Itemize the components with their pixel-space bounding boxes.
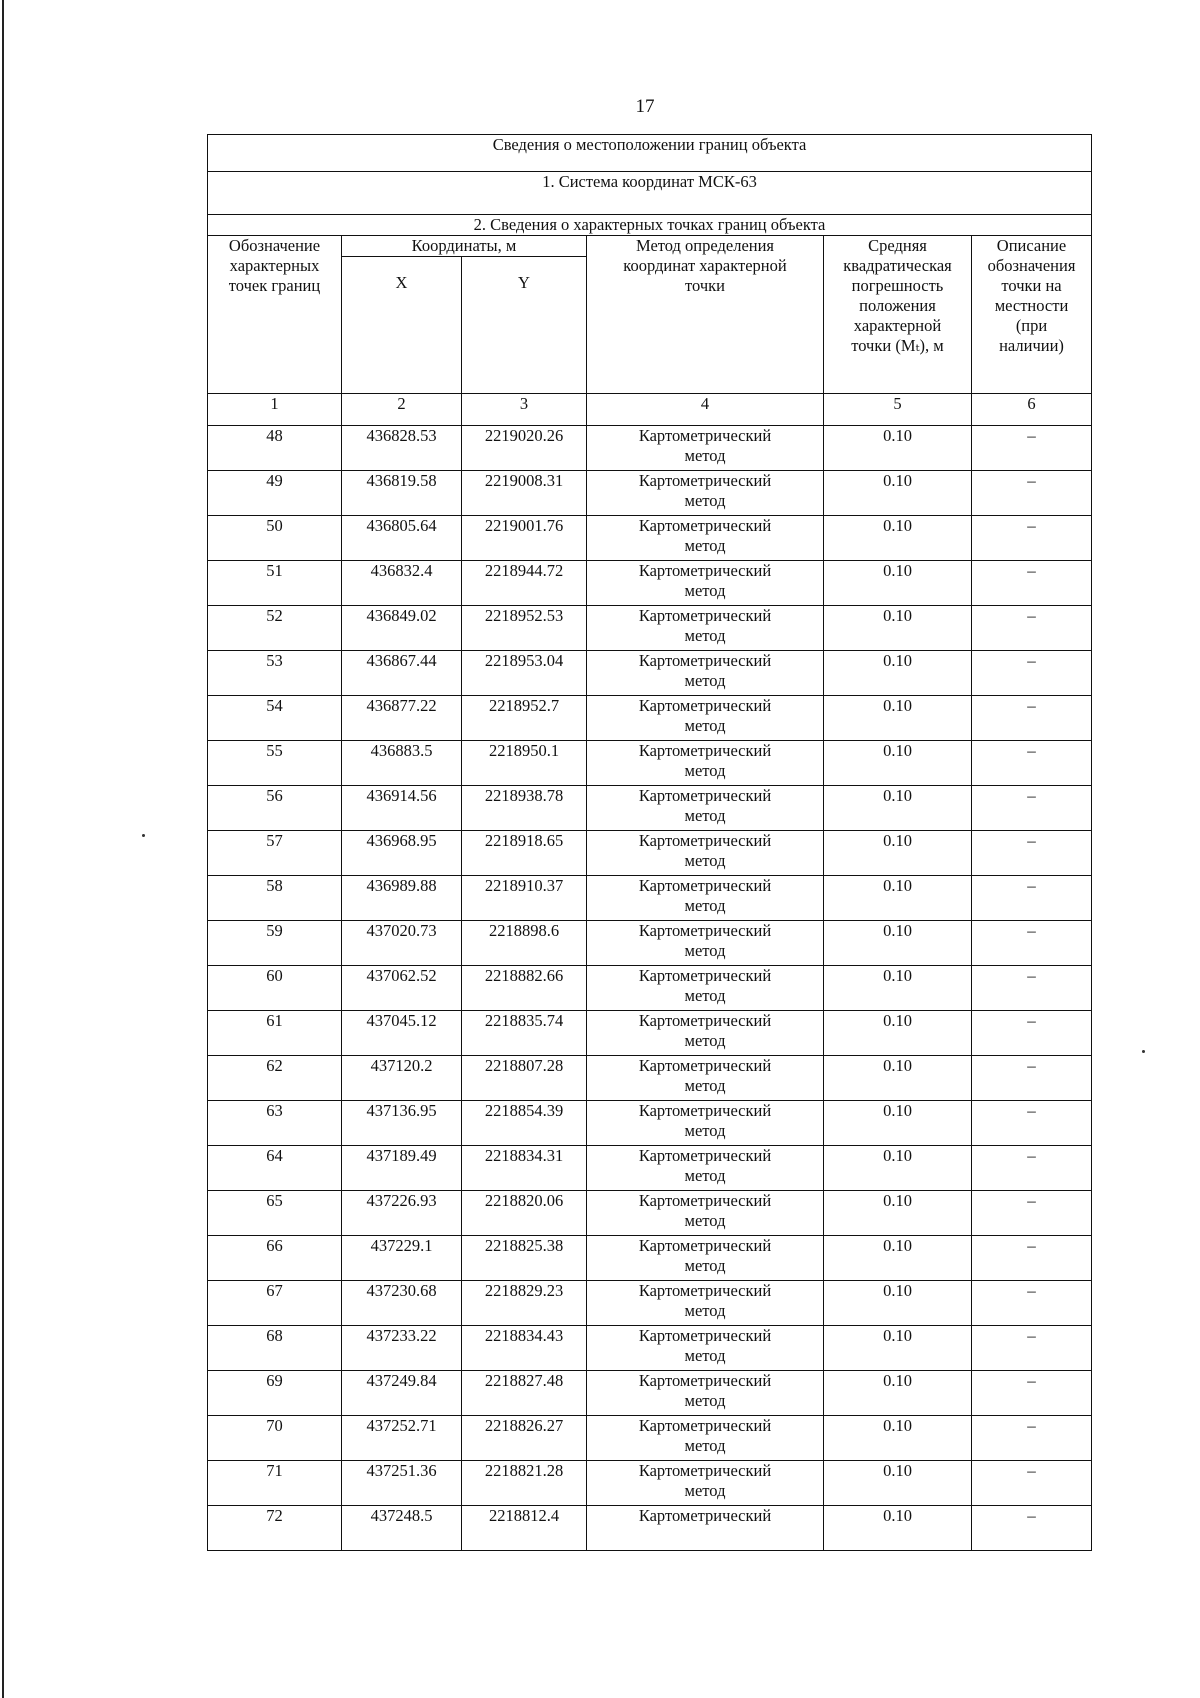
- description: –: [972, 786, 1092, 831]
- table-row: [208, 1146, 1092, 1191]
- point-id: 68: [208, 1326, 342, 1371]
- point-id: 71: [208, 1461, 342, 1506]
- point-id: 60: [208, 966, 342, 1011]
- method-cell: [587, 1416, 824, 1461]
- description: –: [972, 831, 1092, 876]
- method-cell: [587, 561, 824, 606]
- description: –: [972, 1416, 1092, 1461]
- coord-y: 2218938.78: [462, 786, 587, 831]
- point-id: 48: [208, 426, 342, 471]
- coord-y: 2218882.66: [462, 966, 587, 1011]
- coord-x: 437230.68: [342, 1281, 462, 1326]
- header-x: X: [342, 257, 462, 394]
- method-line: метод: [684, 941, 726, 960]
- method-cell: [587, 741, 824, 786]
- table-row: [208, 1011, 1092, 1056]
- description: –: [972, 1236, 1092, 1281]
- mean-square-error: 0.10: [824, 651, 972, 696]
- point-id: 72: [208, 1506, 342, 1551]
- coord-y: 2218829.23: [462, 1281, 587, 1326]
- coord-y: 2218807.28: [462, 1056, 587, 1101]
- method-line: Картометрический: [638, 1056, 772, 1075]
- method-line: Картометрический: [638, 831, 772, 850]
- mean-square-error: 0.10: [824, 1461, 972, 1506]
- description: –: [972, 1506, 1092, 1551]
- method-line: метод: [684, 1391, 726, 1410]
- table-row: [208, 1506, 1092, 1551]
- description: –: [972, 516, 1092, 561]
- method-cell: [587, 876, 824, 921]
- mean-square-error: 0.10: [824, 516, 972, 561]
- page-number: 17: [635, 96, 655, 117]
- header-y: Y: [462, 257, 587, 394]
- method-line: Картометрический: [638, 516, 772, 535]
- description: –: [972, 1191, 1092, 1236]
- column-number: 4: [587, 394, 824, 426]
- method-cell: [587, 696, 824, 741]
- point-id: 69: [208, 1371, 342, 1416]
- description: –: [972, 606, 1092, 651]
- method-cell: [587, 966, 824, 1011]
- table-row: [208, 651, 1092, 696]
- coord-y: 2218952.53: [462, 606, 587, 651]
- point-id: 59: [208, 921, 342, 966]
- coord-x: 436828.53: [342, 426, 462, 471]
- description: –: [972, 1326, 1092, 1371]
- table-row: [208, 696, 1092, 741]
- table-row: [208, 1236, 1092, 1281]
- coord-y: 2218835.74: [462, 1011, 587, 1056]
- coord-x: 437189.49: [342, 1146, 462, 1191]
- point-id: 58: [208, 876, 342, 921]
- point-id: 55: [208, 741, 342, 786]
- mean-square-error: 0.10: [824, 831, 972, 876]
- mean-square-error: 0.10: [824, 1281, 972, 1326]
- mean-square-error: 0.10: [824, 1056, 972, 1101]
- table-row: [208, 1461, 1092, 1506]
- coord-x: 437233.22: [342, 1326, 462, 1371]
- description: –: [972, 1146, 1092, 1191]
- point-id: 57: [208, 831, 342, 876]
- method-line: Картометрический: [638, 696, 772, 715]
- description: –: [972, 966, 1092, 1011]
- table-row: [208, 561, 1092, 606]
- method-line: Картометрический: [638, 1146, 772, 1165]
- method-line: метод: [684, 716, 726, 735]
- mean-square-error: 0.10: [824, 1236, 972, 1281]
- method-line: метод: [684, 1481, 726, 1500]
- point-id: 66: [208, 1236, 342, 1281]
- table-row: [208, 741, 1092, 786]
- coord-x: 437136.95: [342, 1101, 462, 1146]
- mean-square-error: 0.10: [824, 696, 972, 741]
- boundary-points-table: [207, 134, 1092, 1551]
- mean-square-error: 0.10: [824, 1011, 972, 1056]
- method-line: метод: [684, 491, 726, 510]
- point-id: 62: [208, 1056, 342, 1101]
- method-line: Картометрический: [638, 1326, 772, 1345]
- table-row: [208, 516, 1092, 561]
- method-line: метод: [684, 986, 726, 1005]
- coord-x: 436805.64: [342, 516, 462, 561]
- header-method: Метод определения координат характерной точки: [587, 236, 824, 394]
- mean-square-error: 0.10: [824, 1326, 972, 1371]
- coord-x: 436877.22: [342, 696, 462, 741]
- point-id: 67: [208, 1281, 342, 1326]
- method-line: Картометрический: [638, 921, 772, 940]
- coord-x: 437249.84: [342, 1371, 462, 1416]
- method-line: метод: [684, 536, 726, 555]
- header-coordinates: Координаты, м: [342, 236, 587, 257]
- table-row: [208, 1056, 1092, 1101]
- table-row: [208, 1416, 1092, 1461]
- coord-x: 436832.4: [342, 561, 462, 606]
- mean-square-error: 0.10: [824, 1101, 972, 1146]
- table-row: [208, 966, 1092, 1011]
- mean-square-error: 0.10: [824, 876, 972, 921]
- mean-square-error: 0.10: [824, 1371, 972, 1416]
- method-line: Картометрический: [638, 426, 772, 445]
- method-line: метод: [684, 851, 726, 870]
- method-line: метод: [684, 1121, 726, 1140]
- method-line: Картометрический: [638, 1461, 772, 1480]
- description: –: [972, 876, 1092, 921]
- point-id: 65: [208, 1191, 342, 1236]
- table-row: [208, 1371, 1092, 1416]
- table-row: [208, 1191, 1092, 1236]
- description: –: [972, 921, 1092, 966]
- method-line: Картометрический: [638, 1236, 772, 1255]
- coord-y: 2218821.28: [462, 1461, 587, 1506]
- description: –: [972, 1056, 1092, 1101]
- coord-x: 437062.52: [342, 966, 462, 1011]
- mean-square-error: 0.10: [824, 426, 972, 471]
- coord-y: 2218944.72: [462, 561, 587, 606]
- coord-y: 2219001.76: [462, 516, 587, 561]
- table-row: [208, 1101, 1092, 1146]
- method-line: метод: [684, 446, 726, 465]
- method-cell: [587, 1371, 824, 1416]
- coord-y: 2218827.48: [462, 1371, 587, 1416]
- method-line: Картометрический: [638, 1506, 772, 1525]
- method-line: метод: [684, 896, 726, 915]
- description: –: [972, 696, 1092, 741]
- mean-square-error: 0.10: [824, 1146, 972, 1191]
- header-designation: Обозначение характерных точек границ: [208, 236, 342, 394]
- point-id: 52: [208, 606, 342, 651]
- coord-x: 436867.44: [342, 651, 462, 696]
- coord-y: 2219020.26: [462, 426, 587, 471]
- description: –: [972, 426, 1092, 471]
- table-row: [208, 606, 1092, 651]
- mean-square-error: 0.10: [824, 561, 972, 606]
- method-line: Картометрический: [638, 471, 772, 490]
- coord-x: 436989.88: [342, 876, 462, 921]
- method-line: метод: [684, 1211, 726, 1230]
- point-id: 56: [208, 786, 342, 831]
- coord-x: 436849.02: [342, 606, 462, 651]
- method-line: метод: [684, 1076, 726, 1095]
- method-line: метод: [684, 1436, 726, 1455]
- table-row: [208, 786, 1092, 831]
- coord-x: 437251.36: [342, 1461, 462, 1506]
- method-line: метод: [684, 671, 726, 690]
- point-id: 50: [208, 516, 342, 561]
- coord-x: 437020.73: [342, 921, 462, 966]
- table-row: [208, 1281, 1092, 1326]
- column-number: 2: [342, 394, 462, 426]
- column-number: 3: [462, 394, 587, 426]
- method-cell: [587, 1101, 824, 1146]
- mean-square-error: 0.10: [824, 1506, 972, 1551]
- method-line: Картометрический: [638, 1101, 772, 1120]
- column-number: 5: [824, 394, 972, 426]
- point-id: 61: [208, 1011, 342, 1056]
- header-error: Средняя квадратическая погрешность положения характерной точки (Mₜ), м: [824, 236, 972, 394]
- method-line: Картометрический: [638, 1371, 772, 1390]
- coord-y: 2219008.31: [462, 471, 587, 516]
- section-line: 2. Сведения о характерных точках границ объекта: [208, 215, 1092, 236]
- coord-x: 436968.95: [342, 831, 462, 876]
- description: –: [972, 471, 1092, 516]
- coord-y: 2218898.6: [462, 921, 587, 966]
- method-line: метод: [684, 1166, 726, 1185]
- table-row: [208, 426, 1092, 471]
- method-cell: [587, 1281, 824, 1326]
- method-cell: [587, 831, 824, 876]
- mean-square-error: 0.10: [824, 1191, 972, 1236]
- coord-x: 436819.58: [342, 471, 462, 516]
- method-cell: [587, 516, 824, 561]
- coord-x: 437045.12: [342, 1011, 462, 1056]
- description: –: [972, 561, 1092, 606]
- method-line: Картометрический: [638, 561, 772, 580]
- coord-y: 2218834.43: [462, 1326, 587, 1371]
- point-id: 64: [208, 1146, 342, 1191]
- column-number: 6: [972, 394, 1092, 426]
- point-id: 49: [208, 471, 342, 516]
- method-line: метод: [684, 1301, 726, 1320]
- description: –: [972, 1281, 1092, 1326]
- header-description: Описание обозначения точки на местности (при наличии): [972, 236, 1092, 394]
- method-cell: [587, 426, 824, 471]
- scan-speck: [1142, 1050, 1145, 1053]
- scan-speck: [142, 834, 145, 837]
- method-cell: [587, 1506, 824, 1551]
- method-line: Картометрический: [638, 1011, 772, 1030]
- coord-x: 437120.2: [342, 1056, 462, 1101]
- point-id: 53: [208, 651, 342, 696]
- method-cell: [587, 921, 824, 966]
- table-row: [208, 471, 1092, 516]
- method-cell: [587, 1326, 824, 1371]
- column-number: 1: [208, 394, 342, 426]
- method-cell: [587, 606, 824, 651]
- method-cell: [587, 1056, 824, 1101]
- coord-x: 437226.93: [342, 1191, 462, 1236]
- method-line: метод: [684, 1031, 726, 1050]
- coord-y: 2218950.1: [462, 741, 587, 786]
- mean-square-error: 0.10: [824, 741, 972, 786]
- coord-y: 2218825.38: [462, 1236, 587, 1281]
- coord-y: 2218826.27: [462, 1416, 587, 1461]
- description: –: [972, 1461, 1092, 1506]
- coord-x: 436914.56: [342, 786, 462, 831]
- method-cell: [587, 786, 824, 831]
- coordinate-system-line: 1. Система координат МСК-63: [208, 172, 1092, 215]
- method-line: метод: [684, 1256, 726, 1275]
- coord-y: 2218820.06: [462, 1191, 587, 1236]
- point-id: 51: [208, 561, 342, 606]
- mean-square-error: 0.10: [824, 966, 972, 1011]
- coord-x: 437229.1: [342, 1236, 462, 1281]
- coord-y: 2218812.4: [462, 1506, 587, 1551]
- method-line: метод: [684, 1346, 726, 1365]
- method-cell: [587, 471, 824, 516]
- coord-y: 2218952.7: [462, 696, 587, 741]
- point-id: 63: [208, 1101, 342, 1146]
- description: –: [972, 741, 1092, 786]
- column-number-row: [208, 394, 1092, 426]
- coord-y: 2218918.65: [462, 831, 587, 876]
- table-row: [208, 876, 1092, 921]
- method-cell: [587, 1146, 824, 1191]
- table-row: [208, 1326, 1092, 1371]
- method-cell: [587, 651, 824, 696]
- mean-square-error: 0.10: [824, 1416, 972, 1461]
- method-line: Картометрический: [638, 1191, 772, 1210]
- method-line: метод: [684, 581, 726, 600]
- table-row: [208, 921, 1092, 966]
- description: –: [972, 1011, 1092, 1056]
- description: –: [972, 1101, 1092, 1146]
- coord-y: 2218854.39: [462, 1101, 587, 1146]
- method-line: Картометрический: [638, 1281, 772, 1300]
- method-line: Картометрический: [638, 876, 772, 895]
- method-line: метод: [684, 626, 726, 645]
- coord-x: 436883.5: [342, 741, 462, 786]
- scan-left-edge: [2, 0, 4, 1698]
- method-line: Картометрический: [638, 606, 772, 625]
- method-cell: [587, 1461, 824, 1506]
- method-cell: [587, 1236, 824, 1281]
- coord-y: 2218910.37: [462, 876, 587, 921]
- method-line: Картометрический: [638, 1416, 772, 1435]
- description: –: [972, 1371, 1092, 1416]
- mean-square-error: 0.10: [824, 786, 972, 831]
- method-line: Картометрический: [638, 741, 772, 760]
- coord-x: 437248.5: [342, 1506, 462, 1551]
- coord-x: 437252.71: [342, 1416, 462, 1461]
- point-id: 70: [208, 1416, 342, 1461]
- method-line: Картометрический: [638, 966, 772, 985]
- description: –: [972, 651, 1092, 696]
- method-line: метод: [684, 761, 726, 780]
- method-cell: [587, 1011, 824, 1056]
- table-title: Сведения о местоположении границ объекта: [208, 135, 1092, 172]
- coord-y: 2218834.31: [462, 1146, 587, 1191]
- mean-square-error: 0.10: [824, 606, 972, 651]
- point-id: 54: [208, 696, 342, 741]
- method-line: Картометрический: [638, 786, 772, 805]
- mean-square-error: 0.10: [824, 471, 972, 516]
- table-row: [208, 831, 1092, 876]
- method-line: метод: [684, 806, 726, 825]
- coord-y: 2218953.04: [462, 651, 587, 696]
- method-cell: [587, 1191, 824, 1236]
- mean-square-error: 0.10: [824, 921, 972, 966]
- method-line: Картометрический: [638, 651, 772, 670]
